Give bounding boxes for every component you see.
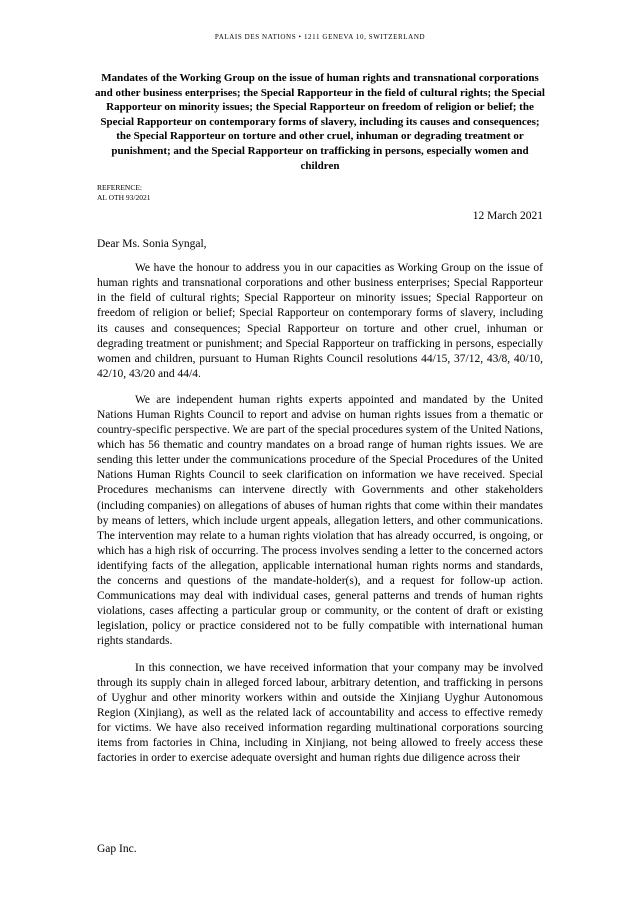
reference-number: AL OTH 93/2021 bbox=[97, 192, 151, 202]
letter-date: 12 March 2021 bbox=[472, 210, 543, 223]
salutation: Dear Ms. Sonia Syngal, bbox=[97, 238, 207, 251]
paragraph-special-procedures-explanation: We are independent human rights experts appointed and mandated by the United Nations Human Rights Council to report and advise on human rights issues from a thematic or country-specific perspective. We are part of the special procedures system of the United Nations, which has 56 thematic and country mandates on a broad range of human rights issues. We are sending this letter under the communications procedure of the Special Procedures of the United Nations Human Rights Council to seek clarification on information we have received. Special Procedures mechanisms can intervene directly with Governments and other stakeholders (including companies) on allegations of abuses of human rights that come within their mandates by means of letters, which include urgent appeals, allegation letters, and other communications. The intervention may relate to a human rights violation that has already occurred, is ongoing, or which has a high risk of occurring. The process involves sending a letter to the concerned actors identifying facts of the allegation, applicable international human rights norms and standards, the concerns and questions of the mandate-holder(s), and a request for follow-up action. Communications may deal with individual cases, general patterns and trends of human rights violations, cases affecting a particular group or community, or the content of draft or existing legislation, policy or practice considered not to be fully compatible with international human rights standards. bbox=[97, 393, 543, 648]
mandates-header: Mandates of the Working Group on the issue of human rights and transnational corporations and other business enterprises; the Special Rapporteur in the field of cultural rights; the Special Rapporteur on minority issues; the Special Rapporteur on freedom of religion or belief; the Special Rapporteur on contemporary forms of slavery, including its causes and consequences; the Special Rapporteur on torture and other cruel, inhuman or degrading treatment or punishment; and the Special Rapporteur on trafficking in persons, especially women and children bbox=[95, 72, 545, 172]
paragraph-introduction-mandates: We have the honour to address you in our capacities as Working Group on the issue of human rights and transnational corporations and other business enterprises; Special Rapporteur in the field of cultural rights; Special Rapporteur on minority issues; Special Rapporteur on freedom of religion or belief; Special Rapporteur on contemporary forms of slavery, including its causes and consequences; Special Rapporteur on torture and other cruel, inhuman or degrading treatment or punishment; and Special Rapporteur on trafficking in persons, especially women and children, pursuant to Human Rights Council resolutions 44/15, 37/12, 43/8, 40/10, 42/10, 43/20 and 44/4. bbox=[97, 262, 543, 380]
addressee-footer: Gap Inc. bbox=[97, 843, 137, 855]
paragraph-allegations: In this connection, we have received information that your company may be involved through its supply chain in alleged forced labour, arbitrary detention, and trafficking in persons of Uyghur and other minority workers within and outside the Xinjiang Uyghur Autonomous Region (Xinjiang), as well as the related lack of accountability and access to effective remedy for victims. We have also received information regarding multinational corporations sourcing items from factories in China, including in Xinjiang, not being allowed to freely access these factories in order to exercise adequate oversight and human rights due diligence across their bbox=[97, 661, 543, 765]
letterhead: PALAIS DES NATIONS • 1211 GENEVA 10, SWITZERLAND bbox=[214, 33, 426, 41]
reference-label: REFERENCE: bbox=[97, 183, 143, 193]
reference-block bbox=[97, 183, 543, 202]
